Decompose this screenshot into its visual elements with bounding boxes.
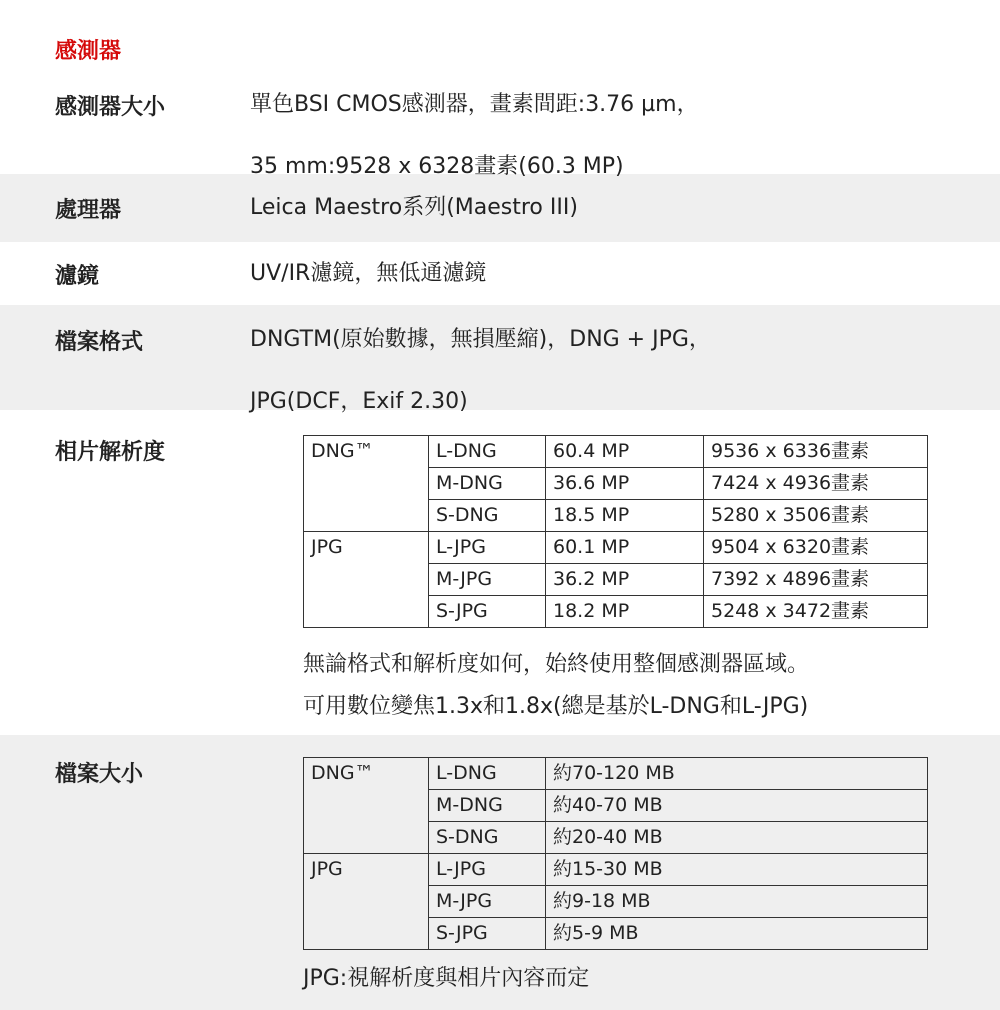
megapixel-cell: 36.2 MP — [546, 564, 704, 596]
spec-label: 感測器大小 — [55, 95, 166, 120]
size-cell: S-DNG — [429, 500, 546, 532]
resolution-note: 無論格式和解析度如何，始終使用整個感測器區域。 — [303, 652, 810, 677]
spec-value — [250, 259, 1000, 305]
size-cell: L-JPG — [429, 854, 546, 886]
resolution-note: 可用數位變焦1.3x和1.8x(總是基於L-DNG和L-JPG) — [303, 694, 809, 719]
megapixel-cell: 60.1 MP — [546, 532, 704, 564]
format-cell: DNG™ — [304, 436, 429, 532]
size-cell: M-JPG — [429, 886, 546, 918]
spec-label: 處理器 — [55, 198, 122, 223]
spec-row-sensor-size — [0, 78, 1000, 179]
pixels-cell: 9536 x 6336畫素 — [704, 436, 928, 468]
spec-value — [250, 193, 1000, 242]
megapixel-cell: 36.6 MP — [546, 468, 704, 500]
spec-row-filter — [0, 242, 1000, 305]
spec-label: 濾鏡 — [55, 264, 100, 289]
megapixel-cell: 60.4 MP — [546, 436, 704, 468]
file-size-table — [303, 757, 928, 950]
pixels-cell: 7424 x 4936畫素 — [704, 468, 928, 500]
size-cell: S-JPG — [429, 918, 546, 950]
size-cell: L-DNG — [429, 436, 546, 468]
file-size-cell: 約70-120 MB — [546, 758, 928, 790]
pixels-cell: 5248 x 3472畫素 — [704, 596, 928, 628]
table-row — [304, 854, 928, 886]
size-cell: L-DNG — [429, 758, 546, 790]
spec-value-line: 35 mm:9528 x 6328畫素(60.3 MP) — [250, 154, 624, 179]
spec-label: 相片解析度 — [55, 440, 166, 465]
spec-value-line: Leica Maestro系列(Maestro III) — [250, 195, 578, 220]
spec-label: 檔案大小 — [55, 762, 144, 787]
spec-row-file-size — [0, 735, 1000, 1010]
spec-row-processor — [0, 174, 1000, 242]
file-size-cell: 約9-18 MB — [546, 886, 928, 918]
spec-value-line: UV/IR濾鏡，無低通濾鏡 — [250, 261, 487, 286]
size-cell: S-DNG — [429, 822, 546, 854]
size-cell: S-JPG — [429, 596, 546, 628]
size-cell: M-DNG — [429, 790, 546, 822]
spec-value — [250, 325, 1000, 414]
format-cell: JPG — [304, 532, 429, 628]
pixels-cell: 5280 x 3506畫素 — [704, 500, 928, 532]
spec-row-file-format — [0, 305, 1000, 414]
spec-label: 檔案格式 — [55, 330, 144, 355]
pixels-cell: 9504 x 6320畫素 — [704, 532, 928, 564]
spec-row-resolution — [0, 410, 1000, 735]
file-size-cell: 約5-9 MB — [546, 918, 928, 950]
format-cell: JPG — [304, 854, 429, 950]
table-row — [304, 532, 928, 564]
resolution-table — [303, 435, 928, 628]
file-size-note: JPG:視解析度與相片內容而定 — [303, 966, 590, 991]
spec-value — [250, 90, 1000, 179]
spec-value-line: DNGTM(原始數據，無損壓縮)，DNG + JPG， — [250, 327, 711, 352]
spec-value — [250, 757, 1000, 1010]
file-size-cell: 約20-40 MB — [546, 822, 928, 854]
size-cell: M-JPG — [429, 564, 546, 596]
spec-value-line: 單色BSI CMOS感測器，畫素間距:3.76 µm， — [250, 92, 699, 117]
table-row — [304, 758, 928, 790]
spec-value — [250, 435, 1000, 735]
format-cell: DNG™ — [304, 758, 429, 854]
pixels-cell: 7392 x 4896畫素 — [704, 564, 928, 596]
spec-value-line: JPG(DCF，Exif 2.30) — [250, 389, 468, 414]
file-size-cell: 約40-70 MB — [546, 790, 928, 822]
megapixel-cell: 18.5 MP — [546, 500, 704, 532]
size-cell: M-DNG — [429, 468, 546, 500]
size-cell: L-JPG — [429, 532, 546, 564]
file-size-cell: 約15-30 MB — [546, 854, 928, 886]
section-title: 感測器 — [55, 39, 122, 64]
table-row — [304, 436, 928, 468]
megapixel-cell: 18.2 MP — [546, 596, 704, 628]
